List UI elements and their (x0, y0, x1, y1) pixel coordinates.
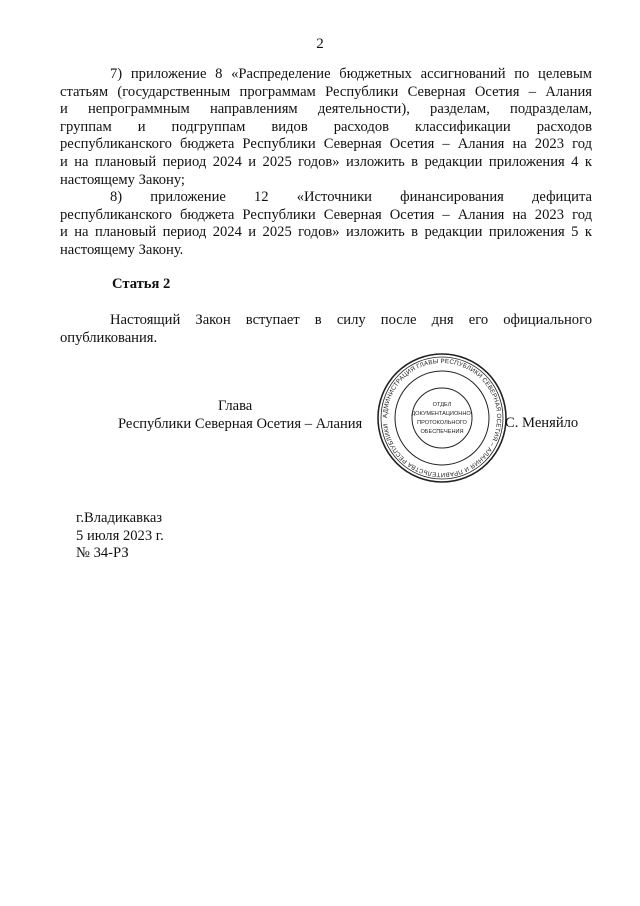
svg-text:ОТДЕЛ: ОТДЕЛ (432, 402, 452, 408)
svg-text:АДМИНИСТРАЦИЯ ГЛАВЫ РЕСПУБЛИКИ: АДМИНИСТРАЦИЯ ГЛАВЫ РЕСПУБЛИКИ СЕВЕРНАЯ ОСЕТИЯ – АЛАНИЯ И ПРАВИТЕЛЬСТВА РЕСПУБЛИКИ (381, 357, 503, 479)
svg-text:ДОКУМЕНТАЦИОННО-: ДОКУМЕНТАЦИОННО- (411, 411, 473, 417)
text-line: настоящему Закону. (60, 241, 184, 258)
article-heading: Статья 2 (112, 276, 171, 292)
text-line: Настоящий Закон вступает в силу после дня его официального (110, 312, 592, 328)
city: г.Владикавказ (76, 510, 163, 526)
text-line: и на плановый период 2024 и 2025 годов» изложить в редакции приложения 5 к (60, 224, 592, 241)
signature-name: С. Меняйло (505, 415, 579, 431)
svg-text:ОБЕСПЕЧЕНИЯ: ОБЕСПЕЧЕНИЯ (420, 429, 464, 435)
svg-text:ПРОТОКОЛЬНОГО: ПРОТОКОЛЬНОГО (417, 420, 467, 426)
text-line: 7) приложение 8 «Распределение бюджетных ассигнований по целевым (110, 66, 592, 82)
page-number: 2 (316, 36, 324, 52)
text-line: и непрограммным направлениям деятельности), разделам, подразделам, (60, 101, 592, 118)
place-date-block (76, 510, 164, 563)
text-line: республиканского бюджета Республики Северная Осетия – Алания на 2023 год (60, 136, 592, 153)
law-number: № 34-РЗ (76, 545, 129, 562)
text-line: настоящему Закону; (60, 171, 185, 188)
text-line: 8) приложение 12 «Источники финансирования дефицита (110, 189, 592, 206)
official-seal (376, 352, 508, 484)
text-line: и на плановый период 2024 и 2025 годов» изложить в редакции приложения 4 к (60, 153, 592, 170)
list-item (60, 189, 592, 259)
text-line: опубликования. (60, 329, 158, 346)
text-line: статьям (государственным программам Республики Северная Осетия – Алания (60, 83, 592, 100)
text-line: группам и подгруппам видов расходов классификации расходов (60, 118, 592, 135)
document-body (60, 66, 592, 260)
signature-title: Глава (218, 398, 253, 414)
signature-subtitle: Республики Северная Осетия – Алания (118, 416, 363, 432)
date: 5 июля 2023 г. (76, 527, 164, 544)
signature-block (118, 397, 362, 433)
article-text (60, 312, 592, 347)
text-line: республиканского бюджета Республики Северная Осетия – Алания на 2023 год (60, 206, 592, 223)
list-item (60, 66, 592, 189)
